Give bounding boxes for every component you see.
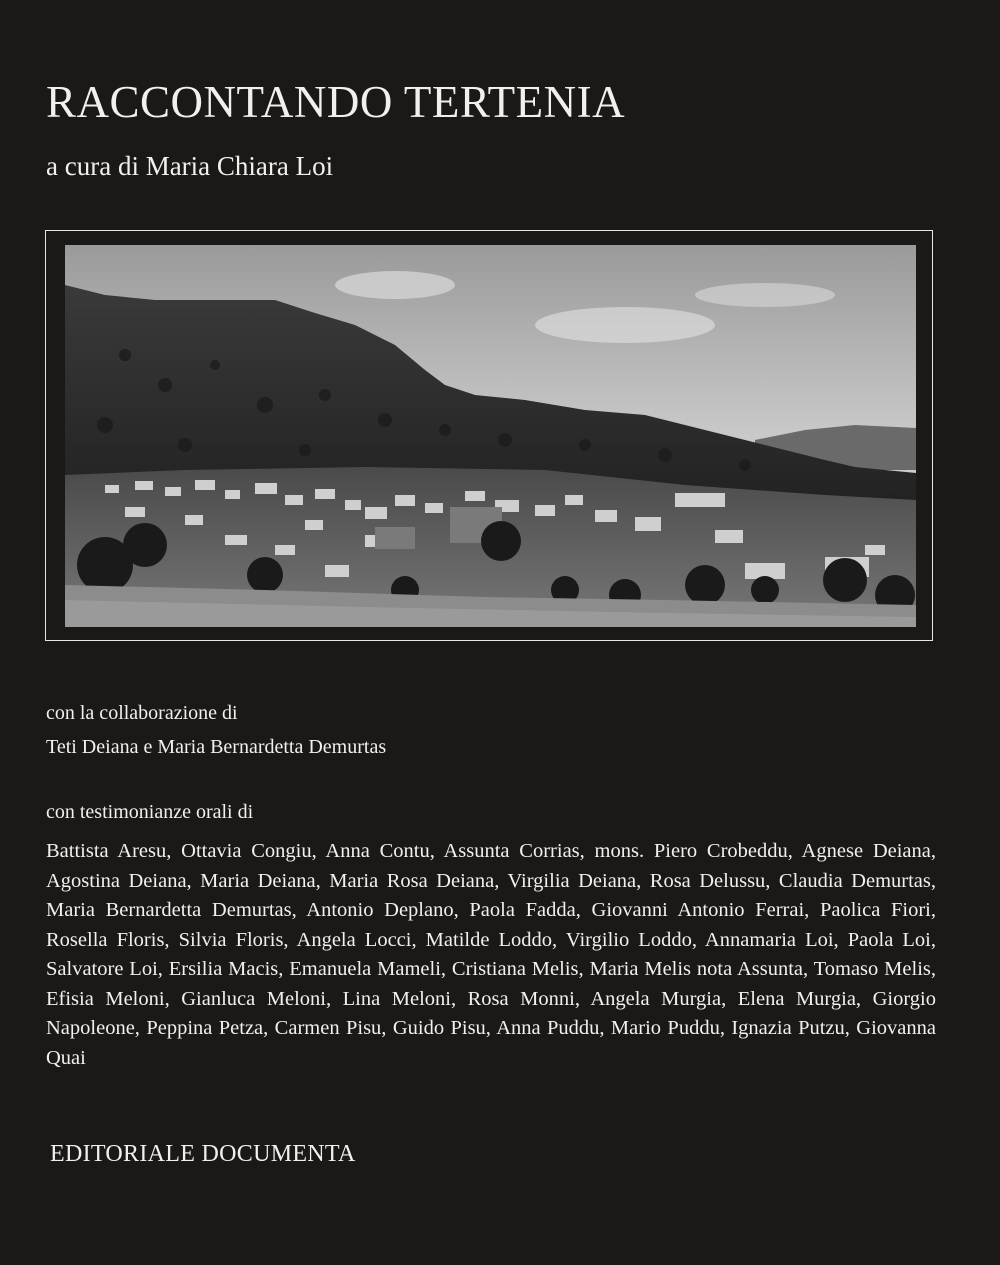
book-title: RACCONTANDO TERTENIA bbox=[46, 77, 626, 127]
editor-line: a cura di Maria Chiara Loi bbox=[46, 151, 334, 181]
village-photo bbox=[65, 245, 916, 627]
village-panorama-image bbox=[65, 245, 916, 627]
photo-frame bbox=[45, 230, 933, 641]
publisher-name: EDITORIALE DOCUMENTA bbox=[50, 1141, 356, 1167]
collaboration-label: con la collaborazione di bbox=[46, 702, 238, 724]
oral-testimonies-label: con testimonianze orali di bbox=[46, 801, 254, 823]
oral-testimonies-list: Battista Aresu, Ottavia Congiu, Anna Contu, Assunta Corrias, mons. Piero Crobeddu, Agnese Deiana, Agostina Deiana, Maria Deiana, Maria Rosa Deiana, Virgilia Deiana, Rosa Delussu, Claudia Demurtas, Maria Bernardetta Demurtas, Antonio Deplano, Paola Fadda, Giovanni Antonio Ferrai, Paolica Fiori, Rosella Floris, Silvia Floris, Angela Locci, Matilde Loddo, Virgilio Loddo, Annamaria Loi, Paola Loi, Salvatore Loi, Ersilia Macis, Emanuela Mameli, Cristiana Melis, Maria Melis nota Assunta, Tomaso Melis, Efisia Meloni, Gianluca Meloni, Lina Meloni, Rosa Monni, Angela Murgia, Elena Murgia, Giorgio Napoleone, Peppina Petza, Carmen Pisu, Guido Pisu, Anna Puddu, Mario Puddu, Ignazia Putzu, Giovanna Quai bbox=[46, 840, 936, 1069]
collaboration-names: Teti Deiana e Maria Bernardetta Demurtas bbox=[46, 736, 387, 758]
